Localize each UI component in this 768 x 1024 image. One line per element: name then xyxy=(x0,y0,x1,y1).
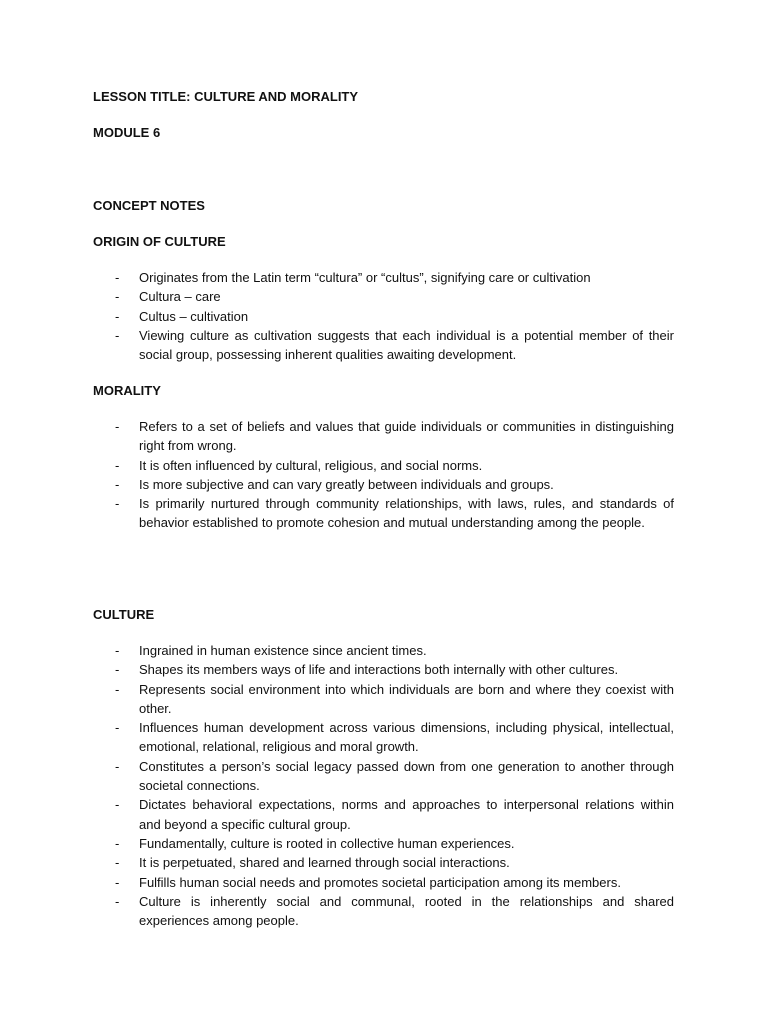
list-item xyxy=(93,834,674,853)
list-item xyxy=(93,307,674,326)
list-item xyxy=(93,494,674,533)
bullet-dash: - xyxy=(115,681,120,697)
list-item xyxy=(93,680,674,719)
list-item xyxy=(93,757,674,796)
list-item-text: Ingrained in human existence since ancient times. xyxy=(139,643,427,658)
bullet-dash: - xyxy=(115,758,120,774)
bullet-dash: - xyxy=(115,835,120,851)
concept-notes-heading: CONCEPT NOTES xyxy=(93,198,205,213)
list-item-text: Culture is inherently social and communal, rooted in the relationships and shared experiences among people. xyxy=(139,893,674,929)
list-item xyxy=(93,873,674,892)
list-item xyxy=(93,268,674,287)
bullet-dash: - xyxy=(115,797,120,813)
list-item xyxy=(93,417,674,456)
bullet-dash: - xyxy=(115,855,120,871)
list-item-text: Originates from the Latin term “cultura” or “cultus”, signifying care or cultivation xyxy=(139,270,591,285)
list-item-text: Cultus – cultivation xyxy=(139,308,249,324)
module-label: MODULE 6 xyxy=(93,125,161,140)
list-item xyxy=(93,718,674,757)
culture-heading: CULTURE xyxy=(93,607,155,622)
bullet-dash: - xyxy=(115,308,120,324)
list-item xyxy=(93,660,674,679)
bullet-dash: - xyxy=(115,457,120,473)
list-item-text: Dictates behavioral expectations, norms and approaches to interpersonal relations within and beyond a specific cultural group. xyxy=(139,797,674,832)
list-item xyxy=(93,853,674,872)
lesson-title: LESSON TITLE: CULTURE AND MORALITY xyxy=(93,89,359,104)
list-item-text: Fundamentally, culture is rooted in collective human experiences. xyxy=(139,835,515,851)
list-item-text: Refers to a set of beliefs and values that guide individuals or communities in distinguishing right from wrong. xyxy=(139,419,674,454)
bullet-dash: - xyxy=(115,476,120,492)
bullet-dash: - xyxy=(115,496,120,512)
list-item-text: Is primarily nurtured through community relationships, with laws, rules, and standards of behavior established to promote cohesion and mutual understanding among the people. xyxy=(139,496,674,531)
list-item xyxy=(93,326,674,365)
list-item-text: Is more subjective and can vary greatly between individuals and groups. xyxy=(139,476,554,492)
morality-heading: MORALITY xyxy=(93,383,161,398)
list-item-text: It is often influenced by cultural, religious, and social norms. xyxy=(139,457,483,473)
bullet-dash: - xyxy=(115,662,120,678)
origin-heading: ORIGIN OF CULTURE xyxy=(93,234,226,249)
bullet-dash: - xyxy=(115,720,120,736)
bullet-dash: - xyxy=(115,643,120,658)
list-item xyxy=(93,892,674,931)
morality-list xyxy=(93,417,674,533)
bullet-dash: - xyxy=(115,327,120,343)
list-item xyxy=(93,475,674,494)
list-item xyxy=(93,641,674,660)
origin-list xyxy=(93,268,674,364)
culture-list xyxy=(93,641,674,930)
list-item-text: Cultura – care xyxy=(139,289,221,305)
list-item-text: Viewing culture as cultivation suggests that each individual is a potential member of their social group, possessing inherent qualities awaiting development. xyxy=(139,327,674,363)
list-item-text: Constitutes a person’s social legacy passed down from one generation to another through societal connections. xyxy=(139,758,674,794)
bullet-dash: - xyxy=(115,893,120,909)
list-item-text: Represents social environment into which individuals are born and where they coexist with other. xyxy=(139,681,674,716)
bullet-dash: - xyxy=(115,419,120,434)
bullet-dash: - xyxy=(115,874,120,890)
list-item-text: Shapes its members ways of life and interactions both internally with other cultures. xyxy=(139,662,619,678)
list-item xyxy=(93,287,674,306)
bullet-dash: - xyxy=(115,289,120,305)
bullet-dash: - xyxy=(115,270,120,285)
list-item xyxy=(93,795,674,834)
list-item xyxy=(93,456,674,475)
list-item-text: It is perpetuated, shared and learned through social interactions. xyxy=(139,855,510,871)
list-item-text: Fulfills human social needs and promotes societal participation among its members. xyxy=(139,874,621,890)
list-item-text: Influences human development across various dimensions, including physical, intellectual, emotional, relational, religious and moral growth. xyxy=(139,720,674,755)
